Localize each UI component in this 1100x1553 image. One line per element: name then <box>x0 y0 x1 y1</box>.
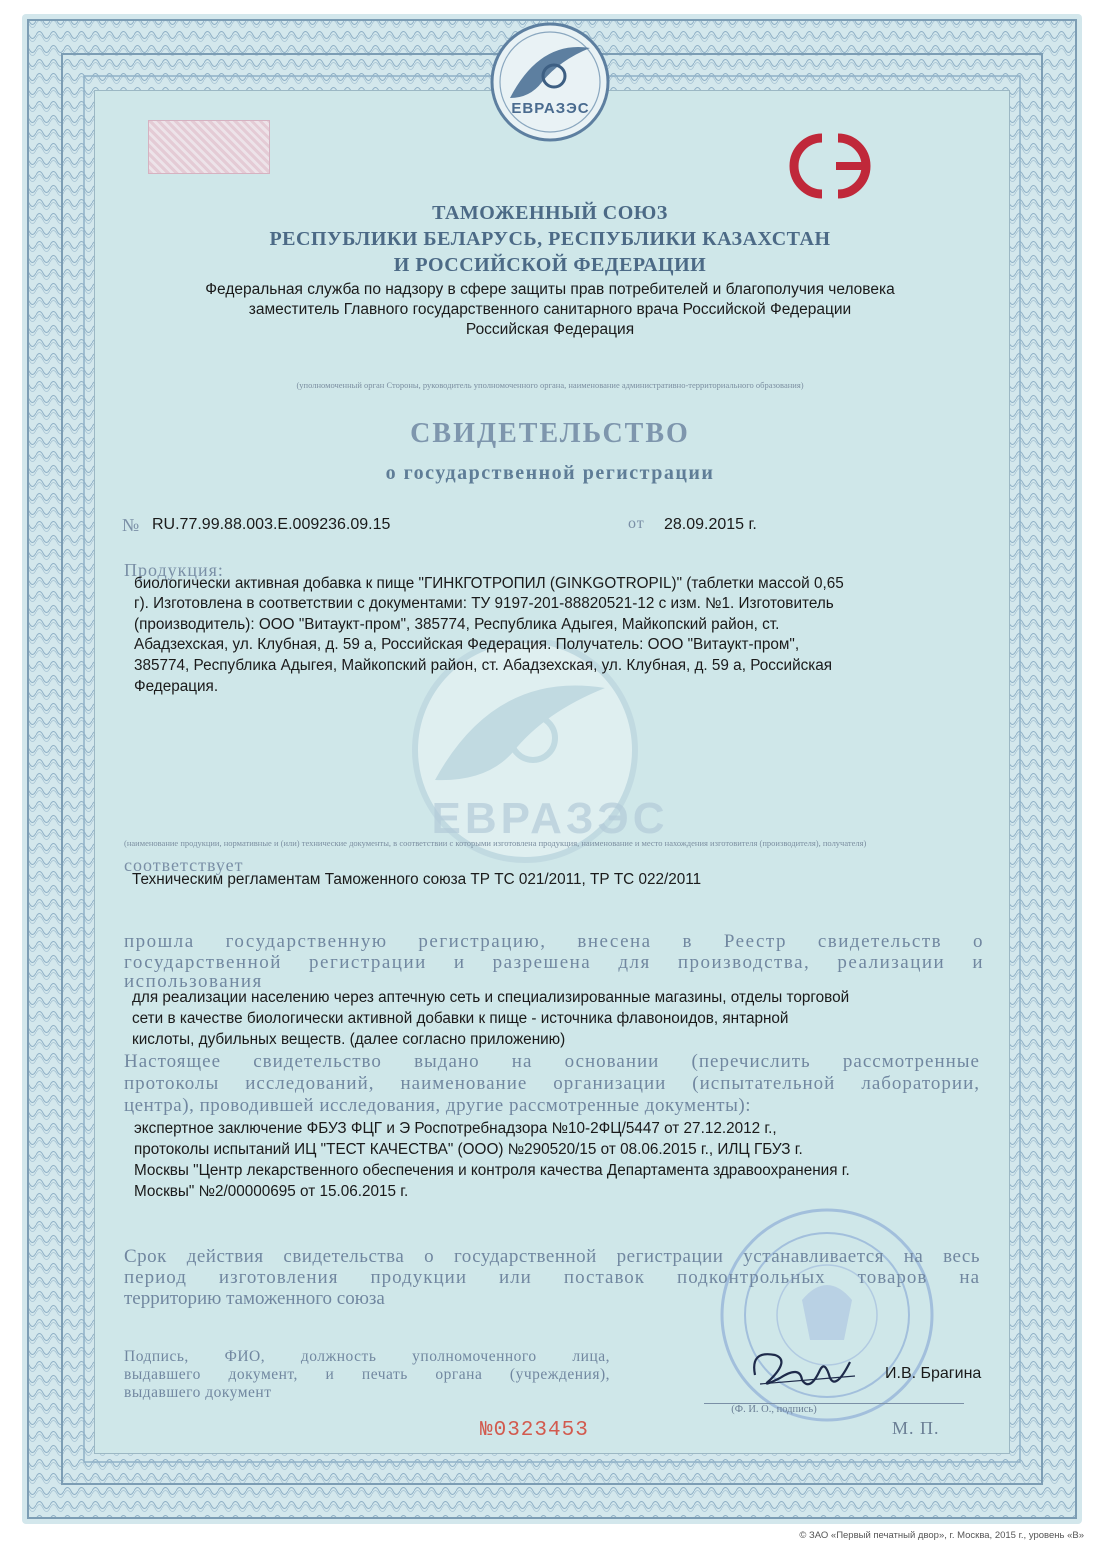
basis-line: центра), проводившей исследования, другие рассмотренные документы): <box>124 1095 751 1116</box>
logo-text: ЕВРАЗЭС <box>511 100 590 117</box>
serial-number: №0323453 <box>480 1419 589 1442</box>
product-line: (производитель): ООО "Витаукт-пром", 385774, Республика Адыгея, Майкопский район, ст. <box>134 616 780 633</box>
signature-icon <box>740 1340 870 1400</box>
authority-caption: (уполномоченный орган Стороны, руководитель уполномоченного органа, наименование административно-территориального образования) <box>296 380 804 390</box>
usage-line: для реализации населению через аптечную сеть и специализированные магазины, отделы торговой <box>132 989 850 1006</box>
mp-label: М. П. <box>892 1418 940 1438</box>
product-caption: (наименование продукции, нормативные и (или) технические документы, в соответствии с которыми изготовлена продукция, наименование и место нахождения изготовителя (производителя), получателя) <box>124 838 867 848</box>
registration-number: RU.77.99.88.003.Е.009236.09.15 <box>152 516 391 533</box>
date-label: от <box>628 515 645 532</box>
documents-line: протоколы испытаний ИЦ "ТЕСТ КАЧЕСТВА" (ООО) №290520/15 от 08.06.2015 г., ИЛЦ ГБУЗ г. <box>134 1141 803 1158</box>
registration-date: 28.09.2015 г. <box>664 516 757 533</box>
product-label: Продукция: <box>124 560 224 580</box>
signature-caption-line: выдавшего документ <box>124 1384 272 1401</box>
certificate-subtitle: о государственной регистрации <box>385 462 715 484</box>
number-label: № <box>122 515 141 535</box>
validity-line: период изготовления продукции или поставок подконтрольных товаров на <box>124 1267 980 1288</box>
usage-line: сети в качестве биологически активной добавки к пище - источника флавоноидов, янтарной <box>132 1010 789 1027</box>
complies-text: Техническим регламентам Таможенного союза ТР ТС 021/2011, ТР ТС 022/2011 <box>132 871 702 888</box>
registered-line: прошла государственную регистрацию, внесена в Реестр свидетельств о <box>124 931 984 952</box>
validity-line: территорию таможенного союза <box>124 1288 385 1309</box>
usage-line: кислоты, дубильных веществ. (далее согласно приложению) <box>132 1031 566 1048</box>
basis-line: Настоящее свидетельство выдано на основании (перечислить рассмотренные <box>124 1051 980 1072</box>
agency-line-3: Российская Федерация <box>465 321 635 338</box>
fio-caption: (Ф. И. О., подпись) <box>731 1404 817 1415</box>
basis-line: протоколы исследований, наименование организации (испытательной лаборатории, <box>124 1073 980 1094</box>
documents-line: Москвы "Центр лекарственного обеспечения и контроля качества Департамента здравоохранения г. <box>134 1162 850 1179</box>
conformity-mark-icon <box>780 130 880 202</box>
header-line-3: И РОССИЙСКОЙ ФЕДЕРАЦИИ <box>393 254 707 276</box>
header-line-1: ТАМОЖЕННЫЙ СОЮЗ <box>432 202 668 224</box>
signatory-name: И.В. Брагина <box>885 1365 982 1382</box>
signature-caption-line: Подпись, ФИО, должность уполномоченного лица, <box>124 1348 610 1365</box>
registered-line: использования <box>124 971 263 992</box>
evrazes-logo-icon <box>470 20 630 150</box>
complies-label: соответствует <box>124 855 244 875</box>
agency-line-1: Федеральная служба по надзору в сфере защиты прав потребителей и благополучия человека <box>205 281 895 298</box>
watermark-text: ЕВРАЗЭС <box>431 794 669 843</box>
documents-line: экспертное заключение ФБУЗ ФЦГ и Э Роспотребнадзора №10-2ФЦ/5447 от 27.12.2012 г., <box>134 1120 777 1137</box>
product-line: г). Изготовлена в соответствии с документами: ТУ 9197-201-88820521-12 с изм. №1. Изготовитель <box>134 595 834 612</box>
hologram-sticker <box>148 120 270 174</box>
product-line: Федерация. <box>134 678 219 695</box>
product-line: биологически активная добавка к пище "ГИНКГОТРОПИЛ (GINKGOTROPIL)" (таблетки массой 0,65 <box>134 575 844 592</box>
product-line: Абадзехская, ул. Клубная, д. 59 а, Российская Федерация. Получатель: ООО "Витаукт-пром", <box>134 636 800 653</box>
signature-caption-line: выдавшего документ, и печать органа (учреждения), <box>124 1366 610 1383</box>
registered-line: государственной регистрации и разрешена для производства, реализации и <box>124 952 984 973</box>
documents-line: Москвы" №2/00000695 от 15.06.2015 г. <box>134 1183 409 1200</box>
agency-line-2: заместитель Главного государственного санитарного врача Российской Федерации <box>248 301 852 318</box>
validity-line: Срок действия свидетельства о государственной регистрации устанавливается на весь <box>124 1246 980 1267</box>
product-line: 385774, Республика Адыгея, Майкопский район, ст. Абадзехская, ул. Клубная, д. 59 а, Российская <box>134 657 833 674</box>
certificate-title: СВИДЕТЕЛЬСТВО <box>410 418 690 449</box>
header-line-2: РЕСПУБЛИКИ БЕЛАРУСЬ, РЕСПУБЛИКИ КАЗАХСТАН <box>269 228 831 250</box>
printer-footer: © ЗАО «Первый печатный двор», г. Москва, 2015 г., уровень «В» <box>799 1530 1084 1541</box>
evrazes-watermark-icon <box>355 640 705 900</box>
